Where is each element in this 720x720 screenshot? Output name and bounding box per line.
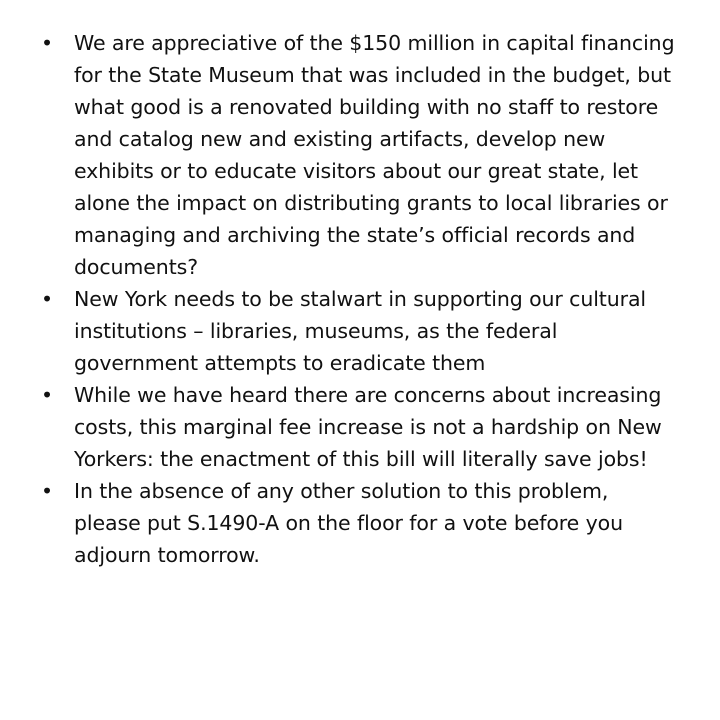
- bullet-text: While we have heard there are concerns about increasing costs, this marginal fee increase is not a hardship on New Yorkers: the enactment of this bill will literally save jobs!: [74, 383, 662, 471]
- bullet-text: In the absence of any other solution to this problem, please put S.1490-A on the floor for a vote before you adjourn tomorrow.: [74, 479, 623, 567]
- bullet-icon: •: [41, 287, 53, 311]
- bullet-icon: •: [41, 31, 53, 55]
- list-item: [36, 27, 676, 283]
- list-item: [36, 379, 676, 475]
- bullet-text: We are appreciative of the $150 million in capital financing for the State Museum that was included in the budget, but what good is a renovated building with no staff to restore and catalog new and existing artifacts, develop new exhibits or to educate visitors about our great state, let alone the impact on distributing grants to local libraries or managing and archiving the state’s official records and documents?: [74, 31, 675, 279]
- bullet-icon: •: [41, 383, 53, 407]
- bullet-list: [36, 27, 676, 571]
- bullet-text: New York needs to be stalwart in supporting our cultural institutions – libraries, museums, as the federal government attempts to eradicate them: [74, 287, 647, 375]
- list-item: [36, 283, 676, 379]
- list-item: [36, 475, 676, 571]
- bullet-icon: •: [41, 479, 53, 503]
